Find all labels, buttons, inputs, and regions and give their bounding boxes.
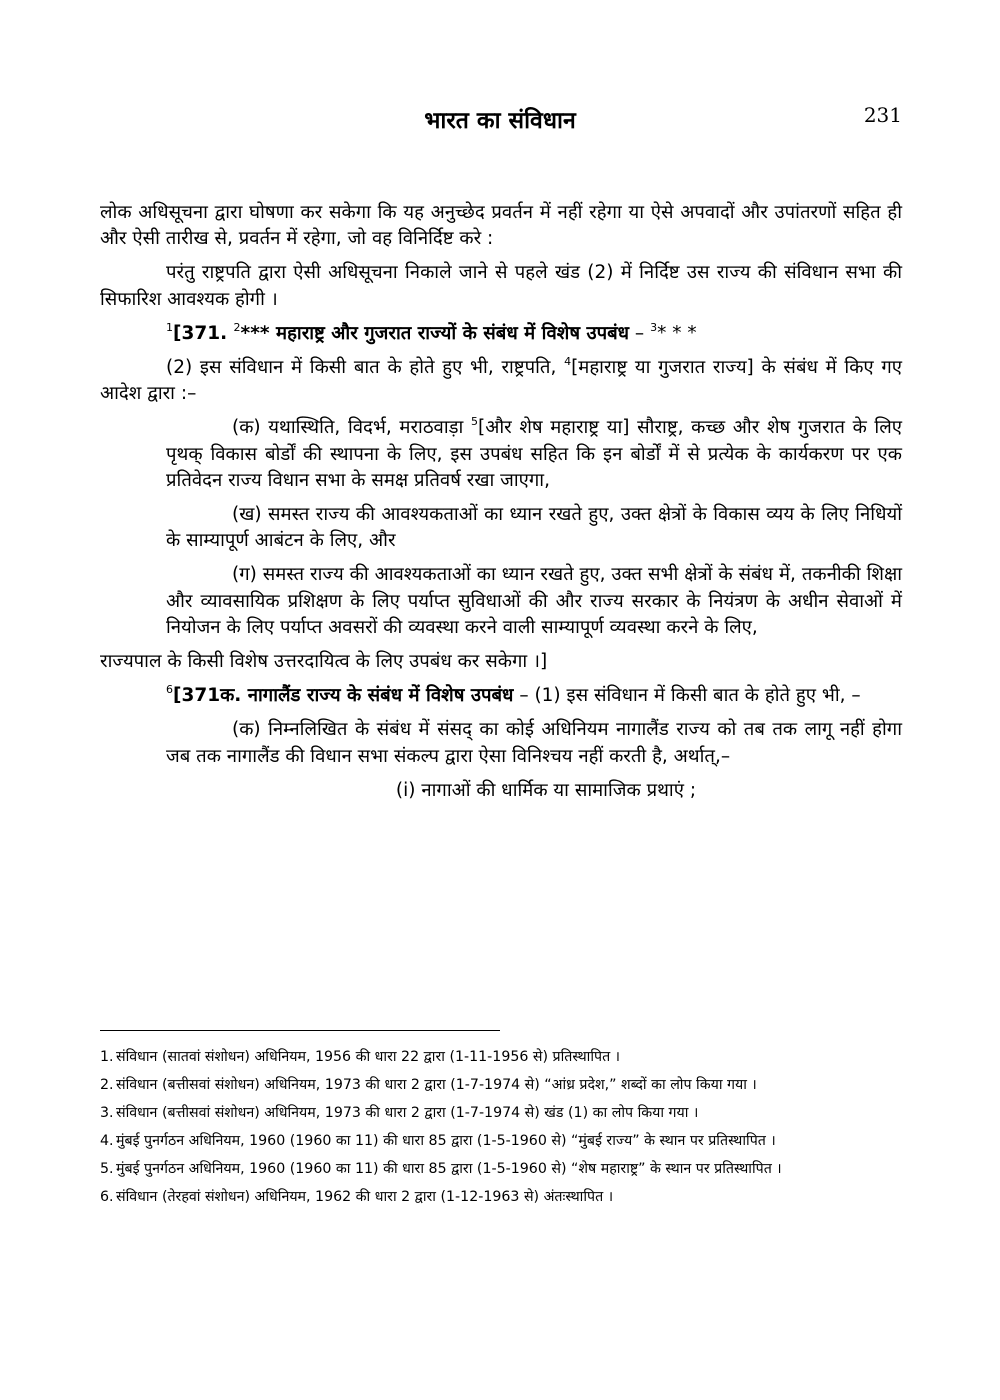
footnote-number: 4. (100, 1133, 114, 1149)
body-text (100, 200, 902, 812)
footnote-text: संविधान (बत्तीसवां संशोधन) अधिनियम, 1973 की धारा 2 द्वारा (1-7-1974 से) “आंध्र प्रदेश,” शब्दों का लोप किया गया । (116, 1077, 757, 1093)
paragraph-1: लोक अधिसूचना द्वारा घोषणा कर सकेगा कि यह अनुच्छेद प्रवर्तन में नहीं रहेगा या ऐसे अपवादों और उपांतरणों सहित ही और ऐसी तारीख से, प्रवर्तन में रहेगा, जो वह विनिर्दिष्ट करे : (100, 202, 902, 250)
footnote-number: 6. (100, 1189, 114, 1205)
article-371a-text: – (1) इस संविधान में किसी बात के होते हुए भी, – (513, 685, 861, 707)
paragraph-proviso: परंतु राष्ट्रपति द्वारा ऐसी अधिसूचना निकाले जाने से पहले खंड (2) में निर्दिष्ट उस राज्य की संविधान सभा की सिफारिश आवश्यक होगी । (100, 262, 902, 310)
sub-clause-ga: (ग) समस्त राज्य की आवश्यकताओं का ध्यान रखते हुए, उक्त सभी क्षेत्रों के संबंध में, तकनीकी शिक्षा और व्यावसायिक प्रशिक्षण के लिए पर्याप्त सुविधाओं की और राज्य सरकार के नियंत्रण के अधीन सेवाओं में नियोजन के लिए पर्याप्त अवसरों की व्यवस्था करने वाली साम्यापूर्ण व्यवस्था करने के लिए, (166, 564, 902, 638)
footnote-ref-5: 5 (470, 415, 478, 429)
article-heading-text: महाराष्ट्र और गुजरात राज्यों के संबंध में विशेष उपबंध (276, 322, 630, 344)
footnote (100, 1102, 902, 1124)
omission-stars: *** (240, 322, 277, 344)
sub-clause-ka-text-a: (क) यथास्थिति, विदर्भ, मराठवाड़ा (232, 417, 471, 439)
footnote-text: संविधान (बत्तीसवां संशोधन) अधिनियम, 1973 की धारा 2 द्वारा (1-7-1974 से) खंड (1) का लोप किया गया । (116, 1105, 699, 1121)
page-number: 231 (863, 103, 902, 127)
footnote-divider (100, 1030, 500, 1031)
nagaland-sub-clause-ka: (क) निम्नलिखित के संबंध में संसद् का कोई अधिनियम नागालैंड राज्य को तब तक लागू नहीं होगा जब तक नागालैंड की विधान सभा संकल्प द्वारा ऐसा विनिश्चय नहीं करती है, अर्थात्‌,– (166, 719, 902, 767)
footnote (100, 1130, 902, 1152)
nagaland-item-i: (i) नागाओं की धार्मिक या सामाजिक प्रथाएं ; (395, 779, 697, 801)
footnote-text: मुंबई पुनर्गठन अधिनियम, 1960 (1960 का 11) की धारा 85 द्वारा (1-5-1960 से) “शेष महाराष्ट्र” के स्थान पर प्रतिस्थापित । (116, 1161, 782, 1177)
footnote-number: 1. (100, 1049, 114, 1065)
footnote-ref-6: 6 (166, 683, 173, 697)
sub-clause-ka (100, 415, 902, 494)
sub-clause-ka-text-b: [और शेष महाराष्ट्र या] सौराष्ट्र, कच्छ और शेष गुजरात के लिए पृथक् विकास बोर्डों की स्थापना के लिए, इस उपबंध सहित कि इन बोर्डों में से प्रत्येक के कार्यकरण पर एक प्रतिवेदन राज्य विधान सभा के समक्ष प्रतिवर्ष रखा जाएगा, (166, 417, 902, 491)
article-number: [371. (173, 322, 234, 344)
footnote (100, 1186, 902, 1208)
clause-2-text-b: [महाराष्ट्र या गुजरात राज्य] के संबंध में किए गए आदेश द्वारा :– (100, 357, 903, 405)
article-371a-heading (100, 683, 902, 709)
footnote-ref-4: 4 (564, 355, 572, 369)
clause-2 (100, 355, 902, 407)
omission-stars-trailing: * * * (657, 322, 697, 344)
footnote-ref-1: 1 (166, 320, 173, 334)
footnote (100, 1158, 902, 1180)
footnote-text: संविधान (तेरहवां संशोधन) अधिनियम, 1962 की धारा 2 द्वारा (1-12-1963 से) अंतःस्थापित । (116, 1189, 614, 1205)
page-title: भारत का संविधान (424, 108, 576, 134)
closing-line: राज्यपाल के किसी विशेष उत्तरदायित्व के लिए उपबंध कर सकेगा ।] (100, 651, 548, 673)
article-371-heading (100, 321, 902, 347)
footnote-ref-3: 3 (650, 320, 658, 334)
footnote-text: संविधान (सातवां संशोधन) अधिनियम, 1956 की धारा 22 द्वारा (1-11-1956 से) प्रतिस्थापित । (116, 1049, 621, 1065)
footnote-ref-2: 2 (233, 320, 241, 334)
footnotes (100, 1046, 902, 1214)
footnote-text: मुंबई पुनर्गठन अधिनियम, 1960 (1960 का 11) की धारा 85 द्वारा (1-5-1960 से) “मुंबई राज्य” के स्थान पर प्रतिस्थापित । (116, 1133, 776, 1149)
footnote (100, 1074, 902, 1096)
footnote-number: 2. (100, 1077, 114, 1093)
sub-clause-kha: (ख) समस्त राज्य की आवश्यकताओं का ध्यान रखते हुए, उक्त क्षेत्रों के विकास व्यय के लिए निधियों के साम्यापूर्ण आबंटन के लिए, और (166, 504, 902, 552)
article-371a-title: [371क. नागालैंड राज्य के संबंध में विशेष उपबंध (173, 685, 514, 707)
footnote-number: 3. (100, 1105, 114, 1121)
heading-dash: – (629, 322, 651, 344)
clause-2-text-a: (2) इस संविधान में किसी बात के होते हुए भी, राष्ट्रपति, (166, 357, 565, 379)
footnote (100, 1046, 902, 1068)
footnote-number: 5. (100, 1161, 114, 1177)
